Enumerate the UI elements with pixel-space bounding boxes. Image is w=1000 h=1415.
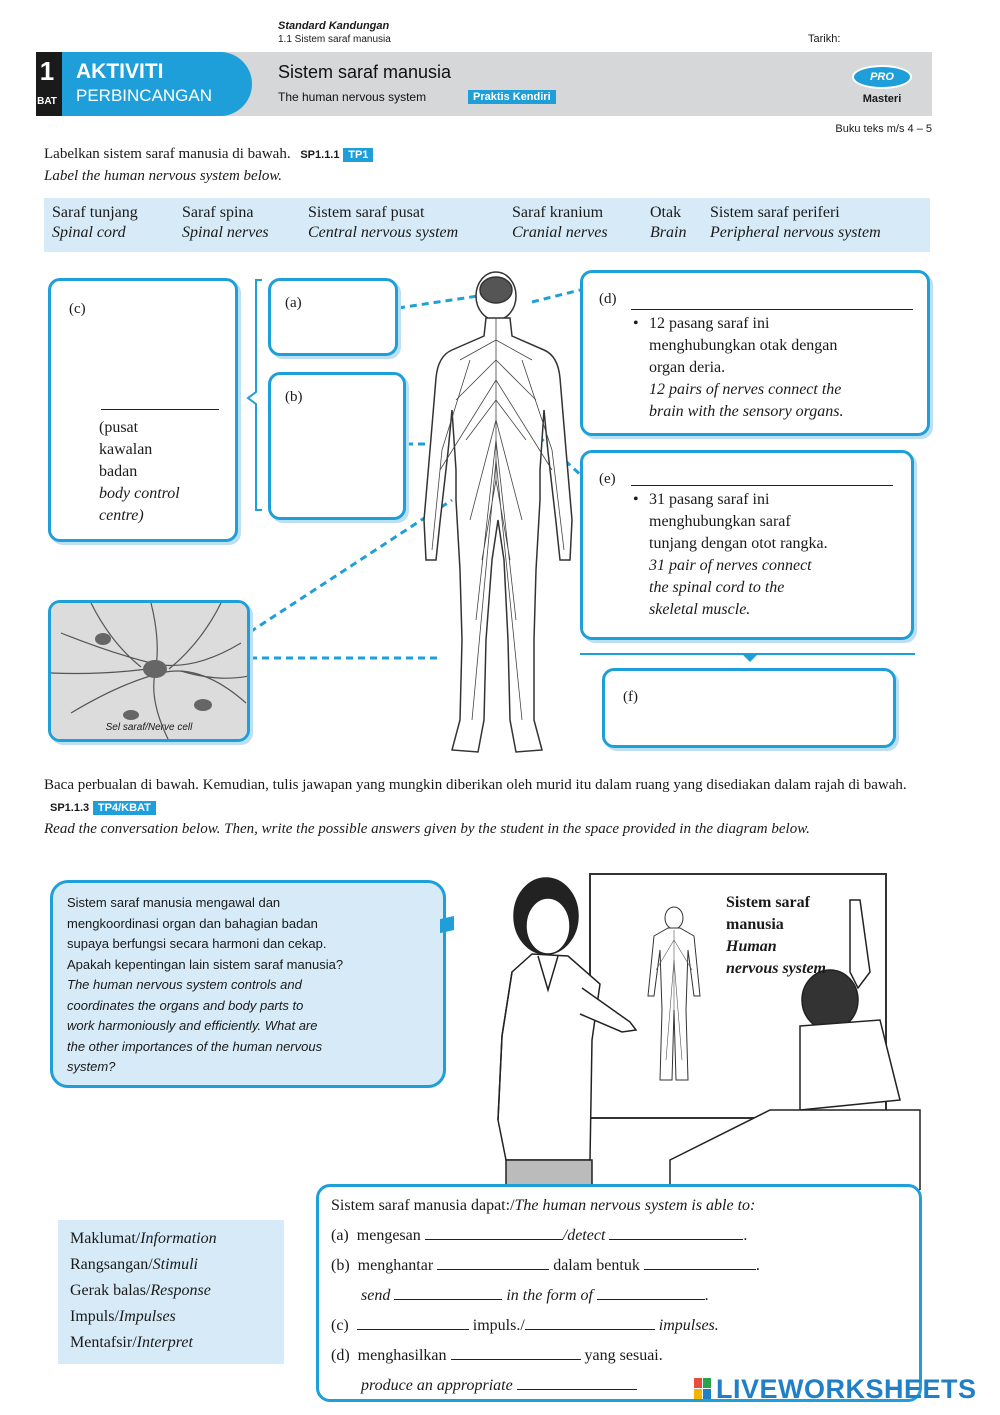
q2-instruction-en: Read the conversation below. Then, write the possible answers given by the student in the space provided in the diagram below. <box>44 821 810 837</box>
answer-box-b[interactable] <box>268 372 406 520</box>
box-b-label: (b) <box>285 389 303 405</box>
able-item-c: (c) impuls./ impulses. <box>331 1317 719 1334</box>
able-item-b: (b) menghantar dalam bentuk . <box>331 1257 760 1274</box>
activity-number: 1 <box>39 56 55 86</box>
side-bank-item: Gerak balas/Response <box>70 1282 211 1299</box>
answer-box-a[interactable] <box>268 278 398 356</box>
box-d-description: 12 pasang saraf ini menghubungkan otak dengan organ deria. 12 pairs of nerves connect the brain with the sensory organs. <box>649 315 844 420</box>
q1-code: SP1.1.1 <box>300 149 340 161</box>
blank-b4[interactable] <box>597 1299 705 1300</box>
topic-title-en: The human nervous system <box>278 90 427 104</box>
answer-box-c[interactable] <box>48 278 238 542</box>
standard-label: Standard Kandungan <box>278 20 390 32</box>
blank-b3[interactable] <box>394 1299 502 1300</box>
praktis-tag: Praktis Kendiri <box>468 90 556 104</box>
word-bank-item: Sistem saraf pusat Central nervous system <box>308 204 459 241</box>
blank-b1[interactable] <box>437 1269 549 1270</box>
word-bank-item: Saraf spina Spinal nerves <box>182 204 269 241</box>
blank-b2[interactable] <box>644 1269 756 1270</box>
f-bracket-tip <box>742 654 758 662</box>
side-bank-item: Maklumat/Information <box>70 1230 217 1247</box>
able-item-b-en: send in the form of . <box>361 1287 709 1304</box>
blank-a1[interactable] <box>425 1239 563 1240</box>
word-bank-item: Saraf tunjang Spinal cord <box>52 204 138 241</box>
blank-d2[interactable] <box>517 1389 637 1390</box>
liveworksheets-logo[interactable]: LIVEWORKSHEETS <box>716 1374 977 1404</box>
box-e-description: 31 pasang saraf ini menghubungkan saraf tunjang dengan otot rangka. 31 pair of nerves connect the spinal cord to the skeletal muscle. <box>649 491 828 618</box>
bracket-shape <box>248 280 262 510</box>
q1-text: Labelkan sistem saraf manusia di bawah. <box>44 146 291 162</box>
word-bank-item: Sistem saraf periferi Peripheral nervous system <box>710 204 881 241</box>
textbook-ref: Buku teks m/s 4 – 5 <box>835 123 932 135</box>
activity-subtitle: PERBINCANGAN <box>76 86 213 105</box>
q1-tp-tag: TP1 <box>343 148 373 162</box>
box-c-blank[interactable] <box>101 409 219 410</box>
blank-d1[interactable] <box>451 1359 581 1360</box>
box-e-label: (e) <box>599 471 616 487</box>
able-title: Sistem saraf manusia dapat:/The human nervous system is able to: <box>331 1197 756 1214</box>
box-d-bullet: • <box>633 315 639 332</box>
q2-instruction: Baca perbualan di bawah. Kemudian, tulis jawapan yang mungkin diberikan oleh murid itu dalam ruang yang disediakan dalam rajah di bawah. SP1.1.3 TP4/KBAT <box>44 777 907 814</box>
side-word-bank <box>58 1220 284 1364</box>
box-a-label: (a) <box>285 295 302 311</box>
masteri-label: Masteri <box>862 93 902 105</box>
blank-c1[interactable] <box>357 1329 469 1330</box>
board-title: Sistem saraf manusia Human nervous system <box>726 894 826 977</box>
activity-sub: BAT <box>37 96 57 107</box>
blank-a2[interactable] <box>609 1239 743 1240</box>
human-body-figure <box>424 272 572 752</box>
side-bank-item: Mentafsir/Interpret <box>70 1334 193 1351</box>
teacher-speech-bubble: Sistem saraf manusia mengawal dan mengkoordinasi organ dan bahagian badan supaya berfungsi secara harmoni dan cekap. Apakah kepentingan lain sistem saraf manusia? The human nervous system controls and coordinates the organs and body parts to work harmoniously and efficiently. What are the other importances of the human nervous system? <box>50 880 446 1088</box>
activity-title: AKTIVITI <box>76 60 164 83</box>
q1-instruction-en: Label the human nervous system below. <box>44 168 283 184</box>
answer-box-d[interactable] <box>580 270 930 436</box>
side-bank-item: Impuls/Impulses <box>70 1308 176 1325</box>
connector-a <box>398 296 478 308</box>
box-c-description: (pusat kawalan badan body control centre) <box>99 419 180 524</box>
box-f-label: (f) <box>623 689 638 705</box>
able-item-d-en: produce an appropriate <box>361 1377 637 1395</box>
box-e-bullet: • <box>633 491 639 508</box>
able-to-box <box>316 1184 922 1402</box>
box-c-label: (c) <box>69 301 86 317</box>
connector-d <box>532 290 580 302</box>
side-bank-item: Rangsangan/Stimuli <box>70 1256 198 1273</box>
speech-pointer <box>440 916 454 934</box>
topic-title: Sistem saraf manusia <box>278 62 452 82</box>
answer-box-f[interactable] <box>602 668 896 748</box>
answer-box-e[interactable] <box>580 450 914 640</box>
blank-c2[interactable] <box>525 1329 655 1330</box>
standard-value: 1.1 Sistem saraf manusia <box>278 34 391 45</box>
able-item-a: (a) mengesan /detect . <box>331 1227 748 1244</box>
q2-code: SP1.1.3 <box>50 802 90 814</box>
box-d-label: (d) <box>599 291 617 307</box>
pro-badge: PRO <box>852 65 912 89</box>
classroom-illustration <box>440 860 940 1190</box>
able-item-d: (d) menghasilkan yang sesuai. <box>331 1347 663 1364</box>
date-label: Tarikh: <box>808 33 841 45</box>
box-d-blank[interactable] <box>631 309 913 310</box>
nerve-cell-image <box>48 600 250 742</box>
nerve-cell-caption: Sel saraf/Nerve cell <box>105 722 193 733</box>
liveworksheets-icon <box>694 1378 712 1400</box>
q2-tp-tag: TP4/KBAT <box>93 801 156 815</box>
box-e-blank[interactable] <box>631 485 893 486</box>
word-bank-item: Saraf kranium Cranial nerves <box>512 204 608 241</box>
word-bank-item: Otak Brain <box>650 204 687 241</box>
